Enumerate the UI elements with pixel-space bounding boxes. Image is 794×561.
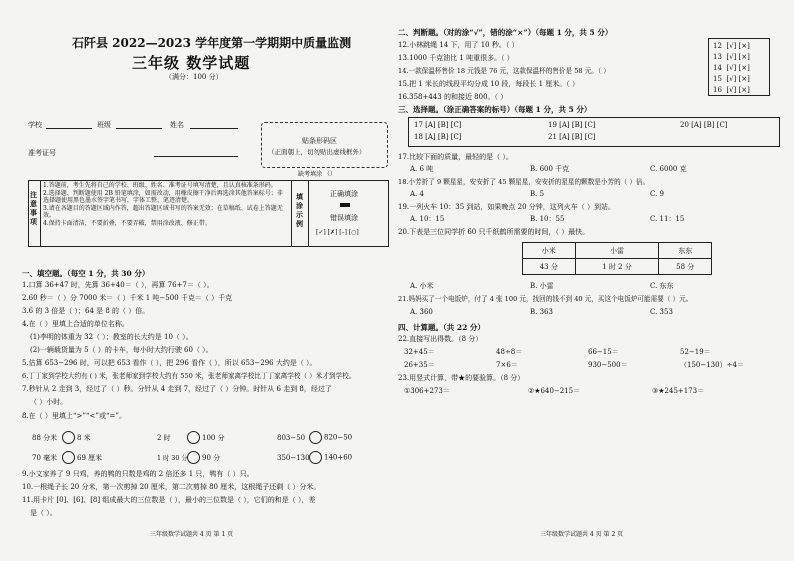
q15: 15.把 1 米长的线段平均分成 10 段，每段长 1 厘米。（ ） bbox=[398, 80, 580, 88]
q19-options: A. 10：15 B. 10：55 C. 11：15 bbox=[410, 215, 685, 223]
q12: 12.小林跳绳 14 下，用了 10 秒。（ ） bbox=[398, 41, 519, 49]
judge-answer-grid[interactable]: 12 [√] [×] 13 [√] [×] 14 [√] [×] 15 [√] [×] 16 [√] [×] bbox=[713, 42, 750, 94]
fill-example-label: 填涂示例 bbox=[296, 192, 303, 228]
compare-circle[interactable] bbox=[309, 431, 322, 444]
compare-row-1: 88 分米 8 米 2 时 100 分 803−50 820−50 bbox=[32, 431, 352, 444]
q8: 8.在（ ）里填上“>”“<”或“=”。 bbox=[22, 412, 126, 420]
exam-no-field[interactable] bbox=[154, 156, 238, 157]
table-header: 小雷 bbox=[575, 243, 659, 259]
q16: 16.358+443 的和接近 800。（ ） bbox=[398, 93, 508, 101]
section-judge: 二、判断题。（对的涂“√”，错的涂“×”）（每题 1 分，共 5 分） bbox=[398, 28, 613, 37]
calc-row-2: 26+35＝ 7×6＝ 930−500＝ （150−130）÷4＝ bbox=[404, 361, 744, 369]
q4-1: (1)李明的体重为 32（ ）；教室的长大约是 10（ ）。 bbox=[30, 333, 193, 341]
q17: 17.比较下面的质量，最轻的是（ ）。 bbox=[398, 153, 513, 161]
notice-text: 1.答题前，考生先将自己的学校、班级、姓名、准考证号填写清楚，且认真核准条形码。 2.选择题、判断题使用 2B 铅笔填涂，如需改动，用橡皮擦干净后再选涂其他答案标号；非选择题使用黑色墨水签字笔书写，字体工整、笔迹清楚。 3.请在各题目的答题区域内作答，超出答题区域书写的答案无效；在草稿纸、试卷上答题无效。 4.保持卡面清洁，不要折叠，不要弄破，禁用涂改液、修正带。 bbox=[43, 182, 283, 227]
q21: 21.妈妈买了一个电饭炉，付了 4 张 100 元，找回的钱不到 40 元，买这个电饭炉可能需要（ ）元。 bbox=[398, 295, 693, 303]
table-cell: 58 分 bbox=[659, 259, 712, 275]
wrong-fill-label: 错误填涂 bbox=[330, 214, 358, 222]
q14: 14.一款保温杯售价 18 元钱是 76 元，这款保温杯的售价是 58 元。（ ） bbox=[398, 67, 610, 75]
q4: 4.在（ ）里填上合适的单位名称。 bbox=[22, 320, 129, 328]
exam-no-label: 准考证号 bbox=[28, 149, 56, 157]
q11-cont: 是（ ）。 bbox=[30, 509, 57, 517]
q17-options: A. 6 吨 B. 600 千克 C. 6000 克 bbox=[410, 165, 687, 173]
notice-label: 注意事项 bbox=[30, 190, 37, 226]
choice-answer-row-4[interactable]: 21 [A] [B] [C] bbox=[548, 133, 596, 141]
q5: 5.估算 653−296 时，可以把 653 看作（ ），把 296 看作（ ），所以 653−296 大约是（ ）。 bbox=[22, 359, 317, 367]
barcode-title: 贴条形码区 bbox=[302, 137, 337, 145]
exam-subtitle: 三年级 数学试题 bbox=[132, 54, 251, 72]
choice-answer-row-5[interactable]: 20 [A] [B] [C] bbox=[680, 121, 728, 129]
table-cell: 43 分 bbox=[523, 259, 576, 275]
name-field[interactable] bbox=[190, 128, 238, 129]
q18-options: A. 4 B. 5 C. 9 bbox=[410, 190, 665, 198]
absent-mark: 缺考填涂 （） bbox=[298, 171, 336, 178]
correct-fill-sample bbox=[340, 203, 350, 207]
q6: 6.丁丁家到学校大约有 ( ) 米，张老师家到学校大约有 550 米，张老师家离学校比丁丁家离学校（ ）米才到学校。 bbox=[22, 372, 356, 380]
section-calc: 四、计算题。（共 22 分） bbox=[398, 323, 485, 332]
compare-circle[interactable] bbox=[62, 431, 75, 444]
school-field[interactable] bbox=[46, 128, 92, 129]
page-footer-1: 三年级数学试题共 4 页 第 1 页 bbox=[150, 531, 234, 538]
compare-circle[interactable] bbox=[187, 431, 200, 444]
class-label: 班级 bbox=[97, 121, 111, 129]
table-header: 东东 bbox=[659, 243, 712, 259]
compare-row-2: 70 毫米 69 厘米 1 时 30 分 90 分 350−130 140+60 bbox=[32, 451, 352, 464]
table-cell: 1 时 2 分 bbox=[575, 259, 659, 275]
school-label: 学校 bbox=[28, 121, 42, 129]
q21-options: A. 360 B. 363 C. 353 bbox=[410, 308, 673, 316]
barcode-note: （正面朝上，切勿贴出虚线框外） bbox=[268, 148, 366, 156]
class-field[interactable] bbox=[116, 128, 162, 129]
correct-fill-label: 正确填涂 bbox=[330, 190, 358, 198]
section-choice: 三、选择题。（涂正确答案的标号）（每题 1 分，共 5 分） bbox=[398, 105, 592, 114]
choice-answer-row-1[interactable]: 17 [A] [B] [C] bbox=[414, 121, 462, 129]
q10: 10.一根绳子长 20 分米，第一次剪掉 20 厘米，第二次剪掉 80 厘米，这根绳子还剩（ ）分米。 bbox=[22, 483, 321, 491]
q1: 1.口算 36+47 时，先算 36+40＝（ ），再算 76+7＝（ ）。 bbox=[22, 281, 214, 289]
q20: 20.下表是三位同学折 60 只千纸鹤所需要的时间，（ ）最快。 bbox=[398, 228, 590, 236]
full-score: （满分：100 分） bbox=[165, 73, 223, 81]
page-footer-2: 三年级数学试题共 4 页 第 2 页 bbox=[540, 531, 624, 538]
q11: 11.用卡片 [0]、[6]、[8] 组成最大的三位数是（ ），最小的三位数是（ ），它们的和是（ ），差 bbox=[22, 496, 316, 504]
table-header: 小米 bbox=[523, 243, 576, 259]
q3: 3.6 的 3 倍是（ ）；64 是 8 的（ ）倍。 bbox=[22, 307, 150, 315]
q2: 2.60 秒＝（ ）分 7000 米＝（ ）千米 1 吨−500 千克＝（ ）千克 bbox=[22, 294, 233, 302]
compare-circle[interactable] bbox=[309, 451, 322, 464]
exam-title: 石阡县 2022—2023 学年度第一学期期中质量监测 bbox=[72, 36, 352, 50]
calc-row-1: 32+45＝ 48÷8＝ 66−15＝ 52−19＝ bbox=[404, 348, 711, 356]
choice-answer-row-2[interactable]: 18 [A] [B] [C] bbox=[414, 133, 462, 141]
q4-2: (2)一辆载货量为 5（ ）的卡车，每小时大约行驶 60（ ）。 bbox=[30, 346, 213, 354]
section-fill: 一、填空题。（每空 1 分，共 30 分） bbox=[22, 269, 150, 278]
q9: 9.小文家养了 9 只鸡，养的鸭的只数是鸡的 2 倍还多 1 只，鸭有（ ）只。 bbox=[22, 470, 254, 478]
q7: 7.秒针从 2 走到 3，经过了（ ）秒。分针从 4 走到 7，经过了（ ）分钟。时针从 6 走到 8，经过了 bbox=[22, 385, 332, 393]
time-table bbox=[522, 242, 712, 275]
q18: 18.小芳折了 9 颗星星，安安折了 45 颗星星，安安折的星星的颗数是小芳的（ ）倍。 bbox=[398, 178, 650, 186]
wrong-fill-samples: [✓] [✗] [–] [○] bbox=[316, 229, 359, 236]
q22: 22.直接写出得数。（8 分） bbox=[398, 335, 483, 343]
compare-circle[interactable] bbox=[187, 451, 200, 464]
q19: 19.一列火车 10：35 到站，如果晚点 20 分钟，这列火车（ ）到站。 bbox=[398, 203, 615, 211]
q7-cont: （ ）小时。 bbox=[30, 398, 68, 406]
q13: 13.1000 千克油比 1 吨重很多。（ ） bbox=[398, 54, 514, 62]
vertical-calc-row: ①306+273＝ ②★640−215＝ ③★245+173＝ bbox=[404, 387, 705, 395]
q20-options: A. 小米 B. 小雷 C. 东东 bbox=[410, 282, 674, 290]
q23: 23.用竖式计算，带★的要验算。（8 分） bbox=[398, 374, 525, 382]
compare-circle[interactable] bbox=[62, 451, 75, 464]
choice-answer-row-3[interactable]: 19 [A] [B] [C] bbox=[548, 121, 596, 129]
name-label: 姓名 bbox=[170, 121, 184, 129]
